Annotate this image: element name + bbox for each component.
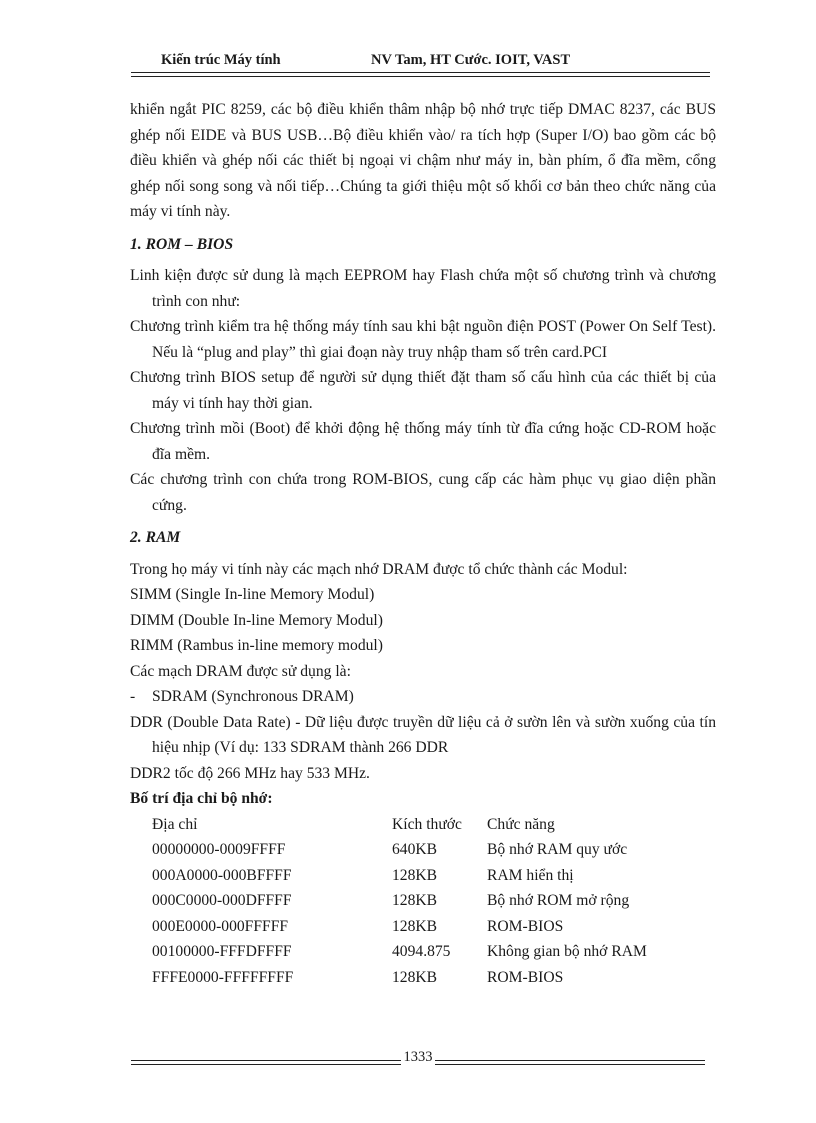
address-cell: 00100000-FFFDFFFF [152, 943, 292, 960]
footer-rule-right [435, 1060, 705, 1065]
ram-line: RIMM (Rambus in-line memory modul) [130, 637, 383, 654]
function-cell: RAM hiển thị [487, 866, 574, 884]
address-cell: 00000000-0009FFFF [152, 841, 286, 858]
ram-line: Các mạch DRAM được sử dụng là: [130, 662, 351, 680]
ddr2-line: DDR2 tốc độ 266 MHz hay 533 MHz. [130, 764, 370, 782]
ram-line: SIMM (Single In-line Memory Modul) [130, 586, 375, 603]
size-cell: 640KB [392, 841, 438, 858]
size-cell: 4094.875 [392, 943, 451, 960]
page-footer [131, 1049, 705, 1069]
function-cell: Bộ nhớ ROM mở rộng [487, 892, 630, 909]
size-cell: 128KB [392, 866, 438, 884]
column-header: Chức năng [487, 815, 555, 833]
rom-paragraph: Chương trình kiểm tra hệ thống máy tính sau khi bật nguồn điện POST (Power On Self Test). Nếu là “plug and play” thì giai đoạn này truy nhập tham số trên card.PCI [130, 318, 716, 361]
function-cell: ROM-BIOS [487, 968, 564, 986]
address-cell: 000A0000-000BFFFF [152, 866, 292, 884]
column-header: Kích thước [392, 815, 462, 833]
intro-paragraph: khiển ngắt PIC 8259, các bộ điều khiển thâm nhập bộ nhớ trực tiếp DMAC 8237, các BUS ghép nối EIDE và BUS USB…Bộ điều khiển vào/ ra tích hợp (Super I/O) bao gồm các bộ điều khiển và ghép nối các thiết bị ngoại vi chậm như máy in, bàn phím, ổ đĩa mềm, cổng ghép nối song song và nối tiếp…Chúng ta giới thiệu một số khối cơ bản theo chức năng của máy vi tính này. [130, 101, 716, 220]
size-cell: 128KB [392, 892, 438, 909]
header-title: Kiến trúc Máy tính [161, 52, 281, 68]
rom-paragraph: Chương trình mồi (Boot) để khởi động hệ thống máy tính từ đĩa cứng hoặc CD-ROM hoặc đĩa mềm. [130, 420, 716, 463]
header-rule [131, 72, 710, 77]
size-cell: 128KB [392, 968, 438, 986]
rom-paragraph: Linh kiện được sử dung là mạch EEPROM hay Flash chứa một số chương trình và chương trình con như: [130, 267, 716, 310]
function-cell: ROM-BIOS [487, 917, 564, 935]
function-cell: Không gian bộ nhớ RAM [487, 943, 647, 960]
address-cell: 000C0000-000DFFFF [152, 892, 292, 909]
dash-list-item [130, 684, 716, 710]
table-row [152, 837, 647, 863]
memory-map-table [152, 812, 647, 991]
page-number: 1333 [403, 1049, 433, 1065]
table-row [152, 863, 647, 889]
rom-paragraph: Chương trình BIOS setup để người sử dụng thiết đặt tham số cấu hình của các thiết bị của máy vi tính hay thời gian. [130, 369, 716, 412]
section-heading-rom-bios: 1. ROM – BIOS [130, 235, 234, 253]
size-cell: 128KB [392, 917, 438, 935]
address-cell: FFFE0000-FFFFFFFF [152, 968, 294, 986]
footer-rule-left [131, 1060, 401, 1065]
header-authors: NV Tam, HT Cước. IOIT, VAST [371, 52, 571, 68]
rom-paragraph: Các chương trình con chứa trong ROM-BIOS, cung cấp các hàm phục vụ giao diện phần cứng. [130, 471, 716, 514]
table-row [152, 914, 647, 940]
function-cell: Bộ nhớ RAM quy ước [487, 841, 628, 858]
ram-line: DIMM (Double In-line Memory Modul) [130, 611, 383, 629]
address-cell: 000E0000-000FFFFF [152, 917, 289, 935]
table-header-row [152, 812, 647, 838]
table-row [152, 939, 647, 965]
section-heading-ram: 2. RAM [130, 529, 181, 546]
ddr-paragraph: DDR (Double Data Rate) - Dữ liệu được truyền dữ liệu cả ở sườn lên và sườn xuống của tín hiệu nhịp (Ví dụ: 133 SDRAM thành 266 DDR [130, 713, 716, 756]
ram-line: Trong họ máy vi tính này các mạch nhớ DRAM được tổ chức thành các Modul: [130, 560, 628, 578]
page-body [130, 97, 716, 990]
dash-item-text: SDRAM (Synchronous DRAM) [152, 688, 354, 705]
dash-bullet: - [130, 688, 136, 705]
table-row [152, 965, 647, 991]
memory-map-title: Bố trí địa chỉ bộ nhớ: [130, 790, 273, 807]
column-header: Địa chỉ [152, 815, 198, 833]
table-row [152, 888, 647, 914]
running-header [131, 50, 709, 72]
